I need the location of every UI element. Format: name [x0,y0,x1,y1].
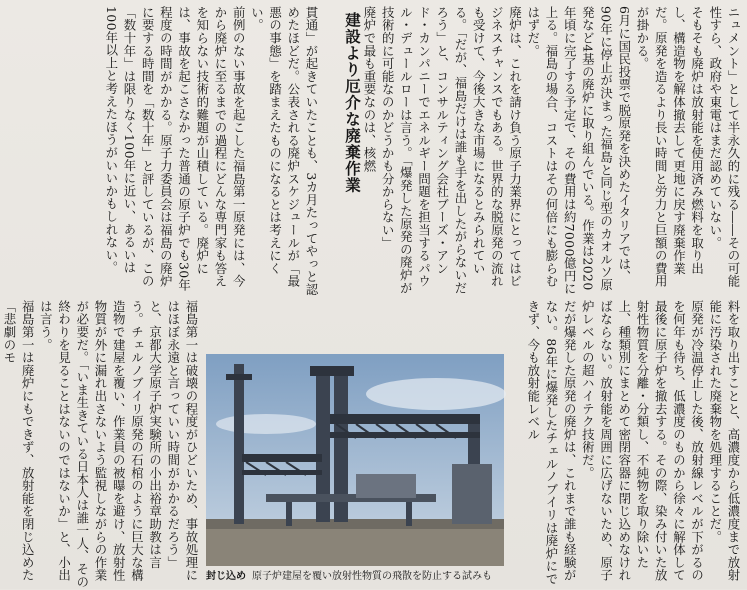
paragraph: そもそも廃炉は放射能を使用済み燃料を取り出し、構造物を解体撤去して更地に戻す廃棄作業だ。原発を造るより長い時間と労力と巨額の費用が掛かる。 [634,6,705,288]
paragraph: 廃炉で最も重要なのは、核燃 [361,6,377,173]
paragraph: 廃炉は、これを請け負う原子力業界にとってはビジネスチャンスでもある。世界的な脱原発の流れも受けて、今後大きな市場になるとみられている。「だが、福島だけは誰も手を出したがらないだろう」と、コンサルティング会社ブーズ・アンド・カンパニーでエネルギー問題を担当するパウル・デュールローは言う。「爆発した原発の廃炉が技術的に可能なのかどうかも分からない」 [380,6,523,295]
caption-text: 原子炉建屋を覆い放射性物質の飛散を防止する試みも [252,571,492,582]
article-column-right-top [361,6,742,296]
paragraph: 料を取り出すことと、高濃度から低濃度まで放射能に汚染された廃棄物を処理することだ。 [707,300,741,582]
article-column-left-top [8,6,320,296]
photo-caption [206,568,506,586]
reactor-cover-photo [206,354,504,566]
crane-structure-illustration [206,354,504,566]
paragraph: 原発が冷温停止した後、放射線レベルが下がるのを何年も待ち、低濃度のものから徐々に解体して最後に原子炉を撤去する。その際、染み付いた放射性物質を分離・分類し、不純物を取り除いた上、種類別にまとめて密閉容器に閉じ込めなければならない。放射能を周囲に広げないため、原子炉レベルの超ハイテク技術だ。 [580,300,705,582]
paragraph: ニュメント」として半永久的に残る――その可能性すら、政府や東電はまだ認めていない。 [707,6,741,288]
article-column-right-bottom [512,300,742,590]
section-heading: 建設より厄介な廃棄作業 [343,12,361,194]
paragraph: 貫通」が起きていたことも、3カ月たってやっと認めたほどだ。公表される廃炉スケジュールが「最悪の事態」を踏まえたものになるとは考えにくい。 [249,6,319,296]
article-column-left-bottom [1,300,200,590]
paragraph: 福島第一は廃炉にもできず、放射能を閉じ込めた「悲劇のモ [1,300,36,582]
paragraph: だが爆発した原発の廃炉は、これまで誰も経験がない。86年に爆発したチェルノブイリは廃炉にできず、今も放射能レベル [525,300,578,586]
paragraph: 前例のない事故を起こした福島第一原発には、今から廃炉に至るまでの過程にどんな専門家も答えを知らない技術的難題が山積している。廃炉には、事故を起こさなかった普通の原子炉でも30年程度の時間がかかる。原子力委員会は福島の廃炉に要する時間を「数十年」と評しているが、この「数十年」は限りなく100年に近い、あるいは100年以上と考えたほうがいいかもしれない。 [103,6,247,292]
caption-tag: 封じ込め [206,571,246,582]
paragraph: 6月に国民投票で脱原発を決めたイタリアでは、90年に停止が決まった福島と同じ型のカオルソ原発など4基の廃炉に取り組んでいる。作業は2020年頃に完了する予定で、その費用は約7000億円に上る。福島の場合、コストはその何倍にも膨らむはずだ。 [525,6,632,296]
paragraph: 福島第一は破壊の程度がひどいため、事故処理にはほぼ永遠と言っていい時間がかかるだろう」と、京都大学原子炉実験所の小出裕章助教は言う。チェルノブイリ原発の石棺のように巨大な構造物で建屋を覆い、作業員の被曝を避け、放射性物質が外に漏れ出さないよう監視しながらの作業が必要だ。「いま生きている日本人は誰一人、その終わりを見ることはないのではないか」と、小出は言う。 [38,300,199,589]
